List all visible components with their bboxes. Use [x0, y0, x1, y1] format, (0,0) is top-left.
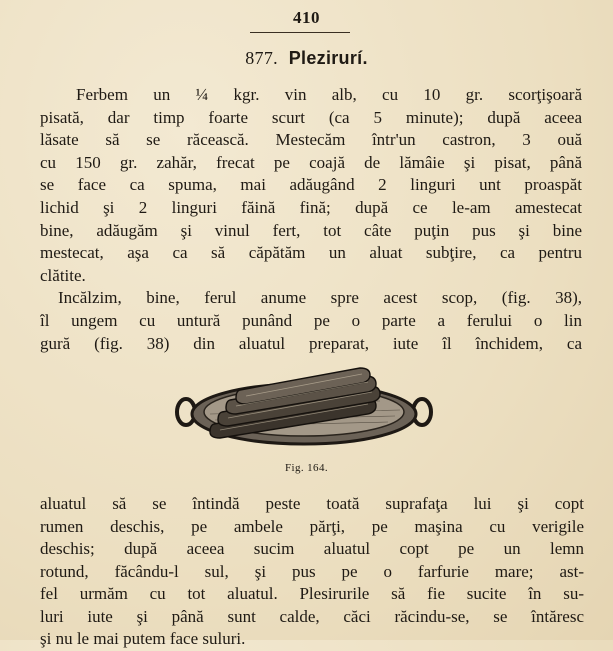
recipe-heading [0, 48, 613, 69]
recipe-number: 877. [245, 48, 278, 68]
paragraph-line: cu 150 gr. zahăr, frecat pe coajă de lămâie şi pisat, până [40, 152, 582, 172]
text-block-top [40, 84, 582, 355]
figure-illustration [170, 354, 440, 454]
paragraph-line: Ferbem un ¼ kgr. vin alb, cu 10 gr. scorţişoară [76, 85, 582, 104]
page-number: 410 [293, 8, 320, 27]
paragraph-line: deschis; după aceea sucim aluatul copt pe un lemn [40, 539, 584, 558]
page-number-rule [250, 32, 350, 33]
figure-caption: Fig. 164. [284, 462, 329, 474]
paragraph-line: fel urmăm cu tot aluatul. Plesirurile să fie sucite în su- [40, 584, 584, 603]
paragraph-line: rumen deschis, pe ambele părţi, pe maşina cu verigile [40, 516, 584, 536]
paragraph-line: pisată, dar timp foarte scurt (ca 5 minute); după aceea [40, 107, 582, 127]
paragraph-line: îl ungem cu untură punând pe o parte a ferului o lin [40, 310, 582, 330]
paragraph-line: luri iute şi până sunt calde, căci răcindu-se, se întăresc [40, 606, 584, 626]
paragraph-line: bine, adăugăm şi vinul fert, tot câte puţin pus şi bine [40, 220, 582, 240]
recipe-title: Plezirurí. [288, 48, 368, 68]
paragraph-line: lăsate să se răcească. Mestecăm într'un castron, 3 ouă [40, 130, 582, 150]
paragraph-line: gură (fig. 38) din aluatul preparat, iute îl închidem, ca [40, 333, 582, 353]
paragraph-line: rotund, făcându-l sul, şi pus pe o farfurie mare; ast- [40, 561, 584, 581]
paragraph-line: mestecat, aşa ca să căpătăm un aluat subţire, ca pentru [40, 243, 582, 263]
paragraph-line: Incălzim, bine, ferul anume spre acest scop, (fig. 38), [58, 288, 582, 308]
paragraph-line: lichid şi 2 linguri făină fină; după ce le-am amestecat [40, 197, 582, 217]
paragraph-line: clătite. [40, 265, 86, 285]
paragraph-line: aluatul să se întindă peste toată suprafaţa lui şi copt [40, 494, 584, 513]
paragraph-line: şi nu le mai putem face suluri. [40, 629, 246, 648]
text-block-bottom [40, 493, 584, 651]
paragraph-line: se face ca spuma, mai adăugând 2 linguri unt proaspăt [40, 175, 582, 195]
